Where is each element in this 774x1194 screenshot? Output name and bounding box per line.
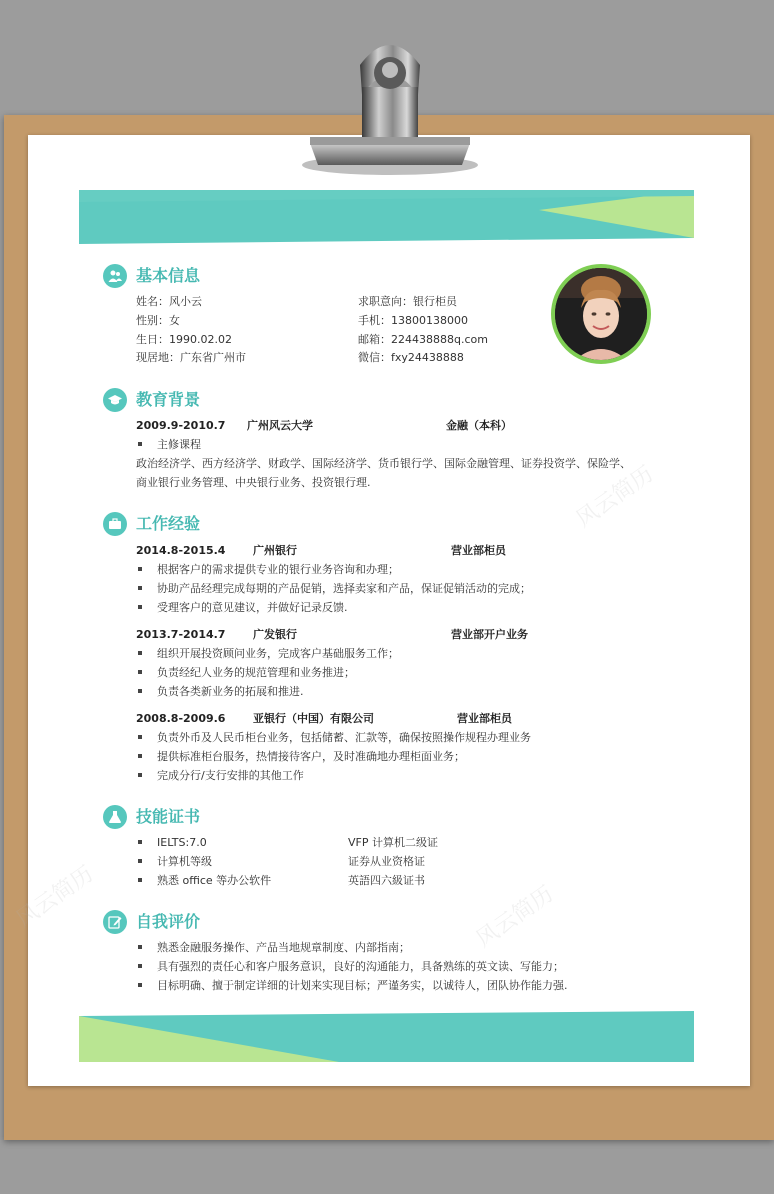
- briefcase-icon: [103, 512, 127, 536]
- section-title-work: 工作经验: [136, 514, 201, 533]
- flask-icon: [103, 805, 127, 829]
- section-title-skills: 技能证书: [136, 807, 201, 826]
- skill-item: 熟悉 office 等办公软件: [157, 874, 272, 887]
- watermark: 风云简历: [471, 881, 559, 953]
- job-duty: 完成分行/支行安排的其他工作: [157, 769, 304, 782]
- job-duty: 负责各类新业务的拓展和推进.: [157, 685, 304, 698]
- name-field: 姓名：风小云: [136, 295, 202, 308]
- header-decoration-band: [79, 190, 694, 244]
- bullet: [138, 605, 142, 609]
- footer-decoration-band: [79, 1011, 694, 1062]
- job-duty: 负责外币及人民币柜台业务，包括储蓄、汇款等，确保按照操作规程办理业务: [157, 731, 531, 744]
- watermark: 风云简历: [11, 861, 99, 933]
- address-field: 现居地：广东省广州市: [136, 351, 246, 364]
- gender-field: 性别：女: [136, 314, 180, 327]
- job-duty: 负责经纪人业务的规范管理和业务推进；: [157, 666, 355, 679]
- job-period: 2008.8-2009.6: [136, 712, 226, 725]
- phone-field: 手机：13800138000: [358, 314, 468, 327]
- watermark: 风云简历: [571, 461, 659, 533]
- bullet: [138, 442, 142, 446]
- bullet: [138, 878, 142, 882]
- skill-item: 计算机等级: [157, 855, 212, 868]
- job-duty: 组织开展投资顾问业务，完成客户基础服务工作；: [157, 647, 399, 660]
- job-duty: 根据客户的需求提供专业的银行业务咨询和办理；: [157, 563, 399, 576]
- email-field: 邮箱：224438888q.com: [358, 333, 488, 346]
- job-period: 2013.7-2014.7: [136, 628, 226, 641]
- binder-clip: [290, 25, 480, 180]
- job-position: 营业部柜员: [451, 544, 506, 557]
- bullet: [138, 945, 142, 949]
- job-duty: 受理客户的意见建议，并做好记录反馈.: [157, 601, 348, 614]
- self-eval-item: 熟悉金融服务操作、产品当地规章制度、内部指南；: [157, 941, 410, 954]
- graduation-cap-icon: [103, 388, 127, 412]
- bullet: [138, 735, 142, 739]
- education-period: 2009.9-2010.7: [136, 419, 226, 432]
- bullet: [138, 859, 142, 863]
- section-title-basic-info: 基本信息: [136, 266, 201, 285]
- bullet: [138, 983, 142, 987]
- job-company: 亚银行（中国）有限公司: [253, 712, 374, 725]
- bullet: [138, 754, 142, 758]
- job-position: 营业部柜员: [457, 712, 512, 725]
- certificate-item: 英語四六級证书: [348, 874, 425, 887]
- courses-label: 主修课程: [157, 438, 201, 451]
- job-company: 广发银行: [253, 628, 297, 641]
- skill-item: IELTS:7.0: [157, 836, 207, 849]
- job-position: 营业部开户业务: [451, 628, 528, 641]
- bullet: [138, 651, 142, 655]
- birthday-field: 生日：1990.02.02: [136, 333, 232, 346]
- bullet: [138, 840, 142, 844]
- courses-line: 商业银行业务管理、中央银行业务、投资银行理.: [136, 476, 371, 489]
- bullet: [138, 670, 142, 674]
- self-eval-item: 目标明确、擅于制定详细的计划来实现目标；严谨务实，以诚待人，团队协作能力强.: [157, 979, 568, 992]
- bullet: [138, 586, 142, 590]
- bullet: [138, 567, 142, 571]
- job-duty: 协助产品经理完成每期的产品促销，选择卖家和产品，保证促销活动的完成；: [157, 582, 531, 595]
- job-period: 2014.8-2015.4: [136, 544, 226, 557]
- job-company: 广州银行: [253, 544, 297, 557]
- section-title-education: 教育背景: [136, 390, 201, 409]
- wechat-field: 微信：fxy24438888: [358, 351, 464, 364]
- education-school: 广州风云大学: [247, 419, 313, 432]
- bullet: [138, 689, 142, 693]
- edit-icon: [103, 910, 127, 934]
- courses-line: 政治经济学、西方经济学、财政学、国际经济学、货币银行学、国际金融管理、证券投资学、保险学、: [136, 457, 631, 470]
- self-eval-item: 具有强烈的责任心和客户服务意识，良好的沟通能力，具备熟练的英文读、写能力；: [157, 960, 564, 973]
- section-title-self-evaluation: 自我评价: [136, 912, 201, 931]
- certificate-item: 证券从业资格证: [348, 855, 425, 868]
- certificate-item: VFP 计算机二级证: [348, 836, 438, 849]
- avatar: [551, 264, 651, 364]
- people-icon: [103, 264, 127, 288]
- education-major: 金融（本科）: [446, 419, 512, 432]
- job-duty: 提供标准柜台服务，热情接待客户，及时准确地办理柜面业务；: [157, 750, 465, 763]
- objective-field: 求职意向：银行柜员: [358, 295, 457, 308]
- bullet: [138, 773, 142, 777]
- bullet: [138, 964, 142, 968]
